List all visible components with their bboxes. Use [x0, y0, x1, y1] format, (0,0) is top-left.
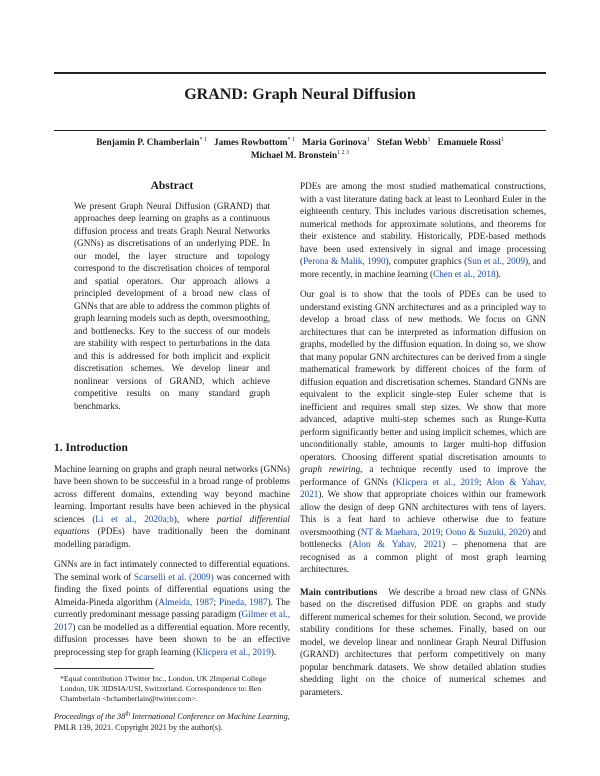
text-run: GNNs are in fact intimately connected to differential equations. The seminal work of	[54, 559, 290, 582]
author-marks: 1	[500, 136, 504, 143]
intro-paragraph	[54, 558, 290, 658]
text-run: (PDEs) have traditionally been the dominant modelling paradigm.	[54, 526, 290, 549]
section-heading-introduction: 1. Introduction	[54, 442, 128, 454]
citation-link[interactable]: Chen et al., 2018	[433, 268, 496, 279]
author-marks: * 1	[287, 136, 296, 143]
citation-link[interactable]: Klicpera et al., 2019	[395, 476, 479, 487]
citation-link[interactable]: Li et al., 2020a;b	[95, 513, 174, 524]
emphasis-text: partial differential equations	[54, 513, 290, 536]
author-name: Stefan Webb	[376, 138, 428, 148]
citation-link[interactable]: Sun et al., 2009	[467, 256, 525, 266]
title-rule-bottom	[54, 130, 546, 131]
text-run: ).	[495, 268, 501, 279]
text-run: ) – phenomena that are recognised as a common plight of most graph learning architectures.	[300, 539, 546, 574]
author-marks: 1	[427, 136, 431, 143]
author-name: Maria Gorinova	[302, 138, 367, 148]
citation-link[interactable]: NT & Maehara, 2019	[360, 526, 441, 537]
author-name: Emanuele Rossi	[437, 138, 501, 148]
title-rule-top	[54, 72, 546, 74]
footnote: *Equal contribution 1Twitter Inc., London, UK 2Imperial College London, UK 3IDSIA/USI, Switzerland. Correspondence to: Ben Chamberlain <bchamberlain@twitter.com>.	[60, 674, 267, 703]
author-marks: * 1	[199, 136, 207, 143]
text-run: ). We show that appropriate choices within our framework allow the design of deep GNN architectures with tens of layers. This is a feat hard to achieve otherwise due to feature oversmoothing (	[300, 489, 546, 537]
citation-link[interactable]: Scarselli et al. (2009)	[134, 571, 214, 582]
citation-link[interactable]: Gilmer et al., 2017	[54, 609, 291, 632]
left-column	[54, 180, 290, 741]
text-run: was concerned with finding the fixed points of differential equations using the Almeida-Pineda algorithm (	[54, 571, 290, 607]
author-list	[54, 137, 546, 163]
run-in-heading: Main contributions	[300, 586, 378, 597]
text-run: We describe a broad new class of GNNs based on the discretised diffusion PDE on graphs and study different numerical schemes for their solution. Second, we provide stability conditions for these schemes. Finally, based on our model, we develop linear and nonlinear Graph Neural Diffusion (GRAND) architectures that perform competitively on many popular benchmark datasets. We show detailed ablation studies shedding light on the choice of numerical schemes and parameters.	[300, 586, 546, 697]
author-name: Michael M. Bronstein	[250, 151, 338, 161]
paper-title: GRAND: Graph Neural Diffusion	[184, 86, 416, 103]
body-paragraph	[300, 288, 546, 576]
abstract-body	[54, 200, 290, 413]
text-run: Machine learning on graphs and graph neural networks (GNNs) have been shown to be successful in a broad range of problems across different domains, extending way beyond machine learning. Important results have been achieved in the physical sciences (	[54, 463, 290, 524]
superscript: th	[125, 711, 130, 718]
author-name: Benjamin P. Chamberlain	[96, 138, 200, 148]
text-run: Our goal is to show that the tools of PDEs can be used to understand existing GNN architectures and as a principled way to develop a broad class of new methods. We focus on GNN architectures that can be interpreted as information diffusion on graphs, modelled by the diffusion equation. In doing so, we show that many popular GNN architectures can be derived from a single mathematical framework by different choices of the form of diffusion equation and discretisation schemes. Standard GNNs are equivalent to the explicit single-step Euler scheme that is inefficient and requires small step sizes. We show that more advanced, adaptive multi-step schemes such as Runge-Kutta perform significantly better and using implicit schemes, which are unconditionally stable, amounts to larger multi-hop diffusion operators. Choosing different spatial discretisation amounts to	[300, 289, 546, 462]
text-run: Proceedings of the 38	[54, 712, 126, 721]
text-run: ), and more recently, in machine learning (	[300, 256, 546, 279]
citation-link[interactable]: Almeida, 1987	[158, 596, 214, 607]
abstract-text: We present Graph Neural Diffusion (GRAND) that approaches deep learning on graphs as a continuous diffusion process and treats Graph Neural Networks (GNNs) as discretisations of an underlying PDE. In our model, the layer structure and topology correspond to the discretisation choices of temporal and spatial operators. Our approach allows a principled development of a broad new class of GNNs that are able to address the common plights of graph learning models such as depth, oversmoothing, and bottlenecks. Key to the success of our models are stability with respect to perturbations in the data and this is addressed for both implicit and explicit discretisation schemes. We develop linear and nonlinear versions of GRAND, which achieve competitive results on many standard graph benchmarks.	[74, 200, 270, 411]
abstract-heading: Abstract	[150, 180, 194, 192]
text-run: ), computer graphics (	[385, 256, 468, 266]
citation-link[interactable]: Perona & Malik, 1990	[303, 256, 386, 266]
intro-paragraph	[54, 463, 290, 551]
text-run: ;	[440, 526, 446, 537]
text-run: ;	[478, 476, 486, 487]
text-run: ) can be modelled as a differential equation. More recently, diffusion processes have been shown to be an effective preprocessing step for graph learning (	[54, 621, 290, 657]
author-name: James Rowbottom	[213, 138, 288, 148]
citation-link[interactable]: Oono & Suzuki, 2020	[445, 526, 528, 537]
right-column	[300, 180, 546, 706]
text-run: ;	[213, 596, 220, 607]
text-run: ). The currently predominant message passing paradigm (	[54, 596, 290, 619]
citation-link[interactable]: Alon & Yahav, 2021	[352, 539, 443, 549]
author-marks: 1	[366, 136, 370, 143]
author-marks: 1 2 3	[337, 149, 350, 156]
text-run: ), where	[173, 513, 217, 524]
text-run: ) and bottlenecks (	[300, 526, 546, 549]
citation-link[interactable]: Alon & Yahav, 2021	[300, 476, 547, 499]
citation-link[interactable]: Pineda, 1987	[219, 596, 268, 607]
body-paragraph	[300, 180, 546, 280]
text-run: ).	[270, 646, 277, 657]
emphasis-text: graph rewiring	[300, 464, 361, 474]
text-run: , PMLR 139, 2021. Copyright 2021 by the author(s).	[54, 712, 290, 732]
body-paragraph	[300, 586, 546, 699]
text-run: International Conference on Machine Learning	[130, 712, 288, 721]
footnote-rule	[54, 668, 154, 669]
citation-link[interactable]: Klicpera et al., 2019	[196, 646, 271, 657]
proceedings-note	[54, 712, 290, 733]
text-run: PDEs are among the most studied mathematical constructions, with a vast literature dating back at least to Leonhard Euler in the eighteenth century. This includes various discretisation schemes, numerical methods for approximate solutions, and theorems for their existence and stability. Historically, PDE-based methods have been used extensively in signal and image processing (	[300, 181, 546, 266]
text-run: , a technique recently used to improve the performance of GNNs (	[300, 464, 546, 487]
